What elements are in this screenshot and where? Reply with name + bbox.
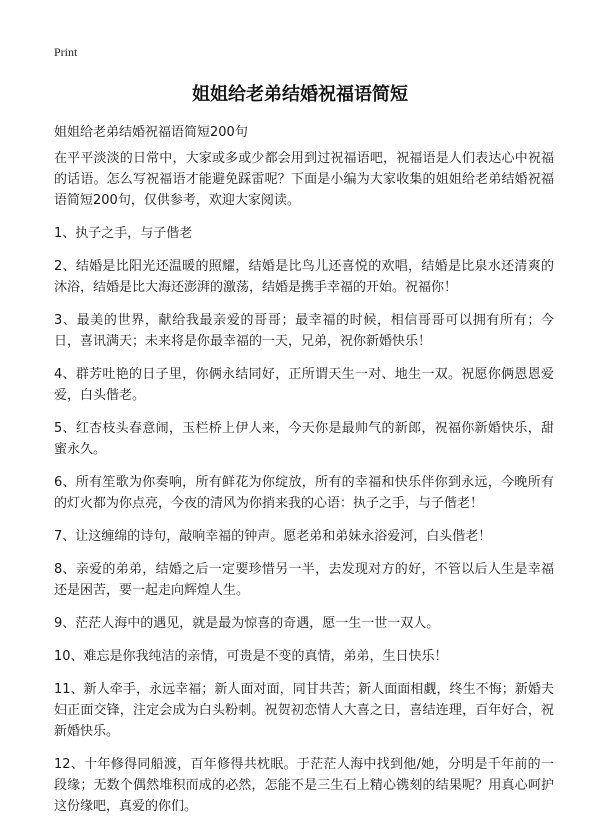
page-title: 姐姐给老弟结婚祝福语简短 (192, 84, 408, 105)
blessing-item: 2、结婚是比阳光还温暖的照耀，结婚是比鸟儿还喜悦的欢唱，结婚是比泉水还清爽的沐浴，结婚是比大海还澎湃的激荡，结婚是携手幸福的开始。祝福你！ (54, 259, 554, 295)
intro-paragraph: 在平平淡淡的日常中，大家或多或少都会用到过祝福语吧，祝福语是人们表达心中祝福的话语。怎么写祝福语才能避免踩雷呢？下面是小编为大家收集的姐姐给老弟结婚祝福语简短200句，仅供参考，欢迎大家阅读。 (54, 151, 554, 208)
print-link[interactable]: Print (54, 45, 78, 59)
blessing-item: 7、让这缠绵的诗句，敲响幸福的钟声。愿老弟和弟妹永浴爱河，白头偕老！ (54, 529, 492, 544)
blessing-item: 11、新人牵手，永远幸福；新人面对面，同甘共苦；新人面面相觑，终生不悔；新婚夫妇正面交锋，注定会成为白头粉刺。祝贺初恋情人大喜之日，喜结连理，百年好合，祝新婚快乐。 (54, 682, 554, 739)
blessing-item: 1、执子之手，与子偕老 (54, 226, 193, 241)
blessing-item: 8、亲爱的弟弟，结婚之后一定要珍惜另一半，去发现对方的好，不管以后人生是幸福还是困苦，要一起走向辉煌人生。 (54, 562, 554, 598)
blessing-item: 12、十年修得同船渡，百年修得共枕眠。于茫茫人海中找到他/她，分明是千年前的一段缘；无数个偶然堆积而成的必然，怎能不是三生石上精心镌刻的结果呢？用真心呵护这份缘吧，真爱的你们。 (54, 757, 554, 814)
blessing-item: 5、红杏枝头春意闹，玉栏桥上伊人来，今天你是最帅气的新郎，祝福你新婚快乐，甜蜜永久。 (54, 421, 554, 457)
blessing-item: 9、茫茫人海中的遇见，就是最为惊喜的奇遇，愿一生一世一双人。 (54, 616, 440, 631)
blessing-item: 4、群芳吐艳的日子里，你俩永结同好，正所谓天生一对、地生一双。祝愿你俩恩恩爱爱，白头偕老。 (54, 367, 554, 403)
blessing-item: 3、最美的世界，献给我最亲爱的哥哥；最幸福的时候，相信哥哥可以拥有所有；今日，喜讯满天；未来将是你最幸福的一天，兄弟，祝你新婚快乐！ (54, 313, 554, 349)
subtitle: 姐姐给老弟结婚祝福语简短200句 (54, 125, 248, 140)
blessing-item: 10、难忘是你我纯洁的亲情，可贵是不变的真情，弟弟，生日快乐！ (54, 649, 448, 664)
article-body (54, 148, 554, 829)
blessing-item: 6、所有笙歌为你奏响，所有鲜花为你绽放，所有的幸福和快乐伴你到永远，今晚所有的灯火都为你点亮，今夜的清风为你捎来我的心语：执子之手，与子偕老！ (54, 475, 554, 511)
